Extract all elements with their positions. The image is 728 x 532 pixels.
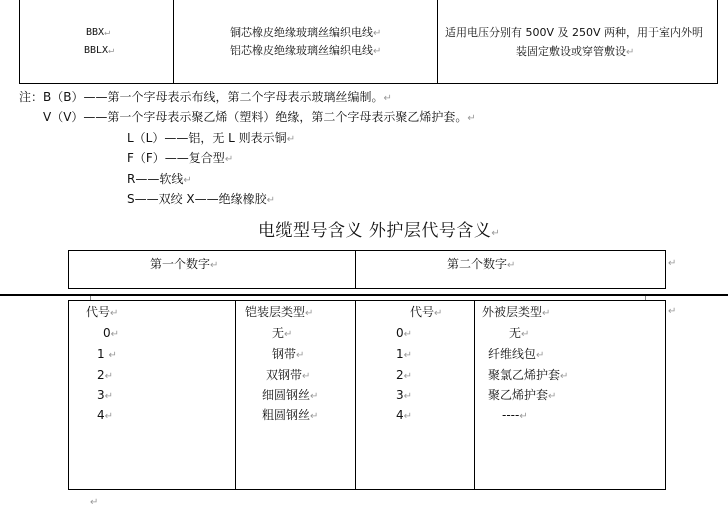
armor-code-3: 3↵	[97, 388, 114, 402]
note-b: 注：B（B）——第一个字母表示布线，第二个字母表示玻璃丝编制。↵	[19, 90, 392, 104]
armor-type-0: 无↵	[272, 326, 293, 340]
armor-code-0: 0↵	[103, 326, 120, 340]
armor-code-1: 1 ↵	[97, 347, 117, 361]
header-sheath-code: 代号↵	[410, 305, 443, 319]
note-s-x: S——双绞 X——绝缘橡胶↵	[127, 192, 276, 206]
note-l: L（L）——铝，无 L 则表示铜↵	[127, 131, 296, 145]
sheath-code-0: 0↵	[396, 326, 413, 340]
note-f: F（F）——复合型↵	[127, 151, 234, 165]
armor-code-2: 2↵	[97, 368, 114, 382]
header-armor-code: 代号↵	[86, 305, 119, 319]
sheath-type-0: 无↵	[509, 326, 530, 340]
first-digit-header: 第一个数字↵	[150, 257, 219, 271]
note-r: R——软线↵	[127, 172, 192, 186]
note-v: V（V）——第一个字母表示聚乙烯（塑料）绝缘，第二个字母表示聚乙烯护套。↵	[43, 110, 476, 124]
section-heading: 电缆型号含义 外护层代号含义↵	[258, 221, 501, 241]
sheath-type-1: 纤维线包↵	[488, 347, 545, 361]
sheath-type-3: 聚乙烯护套↵	[488, 388, 557, 402]
sheath-type-4: ----↵	[502, 408, 528, 422]
sheath-code-2: 2↵	[396, 368, 413, 382]
armor-type-3: 细圆钢丝↵	[262, 388, 319, 402]
sheath-type-2: 聚氯乙烯护套↵	[488, 368, 569, 382]
cable-name-aluminum: 铝芯橡皮绝缘玻璃丝编织电线↵	[230, 44, 382, 57]
cable-code-bblx: BBLX↵	[84, 45, 115, 56]
page-break-line	[0, 294, 728, 296]
armor-type-4: 粗圆钢丝↵	[262, 408, 319, 422]
armor-type-2: 双钢带↵	[266, 368, 311, 382]
armor-code-4: 4↵	[97, 408, 114, 422]
cable-name-copper: 铜芯橡皮绝缘玻璃丝编织电线↵	[230, 26, 382, 39]
header-armor-type: 铠装层类型↵	[245, 305, 314, 319]
sheath-code-1: 1↵	[396, 347, 413, 361]
trailing-paragraph-mark: ↵	[90, 497, 99, 508]
cable-code-bbx: BBX↵	[86, 27, 111, 38]
usage-line-2: 装固定敷设或穿管敷设↵	[516, 45, 635, 58]
second-digit-header: 第二个数字↵	[447, 257, 516, 271]
header-sheath-type: 外被层类型↵	[482, 305, 551, 319]
sheath-code-3: 3↵	[396, 388, 413, 402]
armor-type-1: 钢带↵	[272, 347, 305, 361]
sheath-code-4: 4↵	[396, 408, 413, 422]
row-end-mark: ↵	[668, 258, 677, 269]
usage-line-1: 适用电压分别有 500V 及 250V 两种，用于室内外明	[445, 26, 704, 39]
header-row-end-mark: ↵	[668, 306, 677, 317]
